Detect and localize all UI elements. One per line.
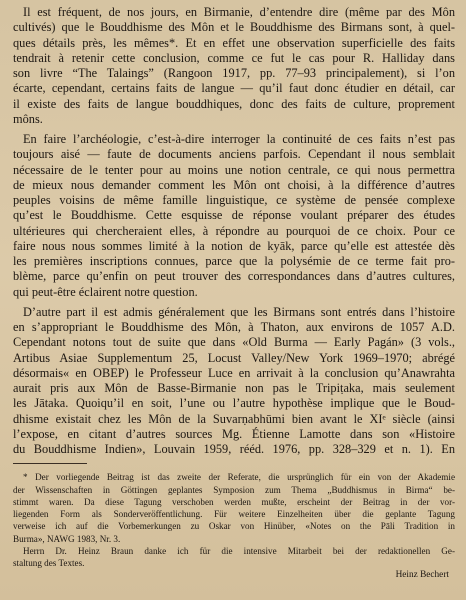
text-line: son livre “The Talaings” (Rangoon 1917, pp. 77–93 principalement), si l’on	[13, 66, 455, 80]
footnote-line: verweise ich auf die Vorbemerkungen zu Oskar von Hinüber, «Notes on the Pāli Tradition in	[13, 521, 455, 532]
text-line: du Bouddhisme Indien», Louvain 1959, rééd. 1976, pp. 328–329 et n. 1). En	[13, 442, 455, 456]
footnotes	[13, 471, 455, 581]
text-line: de mieux nous demander comment les Môn ont choisi, à la différence d’autres	[13, 177, 455, 192]
text-line: aurait pris aux Môn de Basse-Birmanie non pas le Tripiṭaka, mais seulement	[13, 381, 455, 395]
footnote-line: Burma», NAWG 1983, Nr. 3.	[13, 533, 121, 544]
footnote-line: stimmt waren. Da diese Tagung verschoben werden mußte, erscheint der Beitrag in der vor-	[13, 496, 455, 507]
text-line: en s’appropriant le Bouddhisme des Môn, à Thaton, aux environs de 1057 A.D.	[13, 320, 455, 334]
footnote-line: Herrn Dr. Heinz Braun danke ich für die intensive Mitarbeit bei der redaktionellen Ge-	[23, 546, 455, 557]
text-line: écarte, cependant, certains faits de langue — qu’il faut donc étudier en détail, car	[13, 81, 455, 96]
footnote-line: staltung des Textes.	[13, 558, 85, 569]
text-line: cultivés) que le Bouddhisme des Môn et le Bouddhisme des Birmans sont, à quel-	[13, 20, 455, 35]
paragraph-1	[13, 5, 455, 127]
paragraph-3	[13, 305, 455, 458]
text-line: tendrait à retenir cette conclusion, comme ce fut le cas pour R. Halliday dans	[13, 50, 455, 65]
text-line: nécessaire de le tenter pour au moins une notion centrale, ce qui nous permettra	[13, 162, 455, 177]
text-line: blème, parce qu’enfin on peut trouver des correspondances dans d’autres cultures,	[13, 269, 455, 284]
footnote-line: der Wissenschaften in Göttingen geplantes Symposion zum Thema „Buddhismus in Birma“ be-	[13, 484, 455, 495]
text-line: qu’est le Bouddhisme. Cette esquisse de réponse voulant préparer des études	[13, 208, 455, 223]
text-line: môns.	[13, 111, 43, 126]
text-line: faire nous nous sommes limité à la notion de kyāk, parce qu’elle est attestée dès	[13, 238, 455, 253]
body-text	[13, 5, 455, 457]
text-line: Cependant notons tout de suite que dans «Old Burma — Early Pagán» (3 vols.,	[13, 335, 455, 350]
footnote-line: liegenden Form als Sonderveröffentlichung. Für weitere Einzelheiten über die geplante Tagung	[13, 509, 455, 520]
text-line: l’expose, en citant d’autres sources Mg. Étienne Lamotte dans son «Histoire	[13, 426, 455, 441]
text-line: En faire l’archéologie, c’est-à-dire interroger la continuité de ces faits n’est pas	[23, 132, 455, 146]
author-signature: Heinz Bechert	[395, 569, 449, 580]
text-line: Il est fréquent, de nos jours, en Birmanie, d’entendre dire (même par des Môn	[23, 5, 455, 19]
text-line: qui peut-être éclairent notre question.	[13, 284, 198, 299]
paragraph-2	[13, 132, 455, 300]
footnote-divider	[13, 463, 87, 464]
text-line: toujours aisé — faute de documents anciens parfois. Cependant il nous semblait	[13, 147, 455, 162]
text-line: peuples voisins de même famille linguistique, ce système de pensée complexe	[13, 193, 455, 207]
text-line: il existe des faits de langue bouddhiques, donc des faits de culture, proprement	[13, 96, 455, 111]
text-line: les premières inscriptions connues, parce que la polysémie de ce terme fait pro-	[13, 254, 455, 268]
text-line: D’autre part il est admis généralement que les Birmans sont entrés dans l’histoire	[23, 304, 455, 319]
footnote-line: * Der vorliegende Beitrag ist das zweite der Referate, die ursprünglich für ein von der Akademie	[23, 472, 455, 483]
text-line: ques détails près, les mêmes*. Et en effet une observation superficielle des faits	[13, 35, 455, 50]
text-line: désormais« en OBEP) le Professeur Luce en arrivait à la conclusion qu’Anawrahta	[13, 365, 455, 380]
text-line: dhisme existait chez les Môn de la Suvarṇabhūmi bien avant le XIᵉ siècle (ainsi	[13, 411, 455, 426]
text-line: Artibus Asiae Supplementum 25, Locust Valley/New York 1969–1970; abrégé	[13, 350, 455, 365]
text-line: les Jātaka. Quoiqu’il en soit, l’une ou l’autre hypothèse implique que le Boud-	[13, 396, 455, 411]
text-line: ultérieures qui chercheraient elles, à répondre au pourquoi de ce choix. Pour ce	[13, 223, 455, 238]
